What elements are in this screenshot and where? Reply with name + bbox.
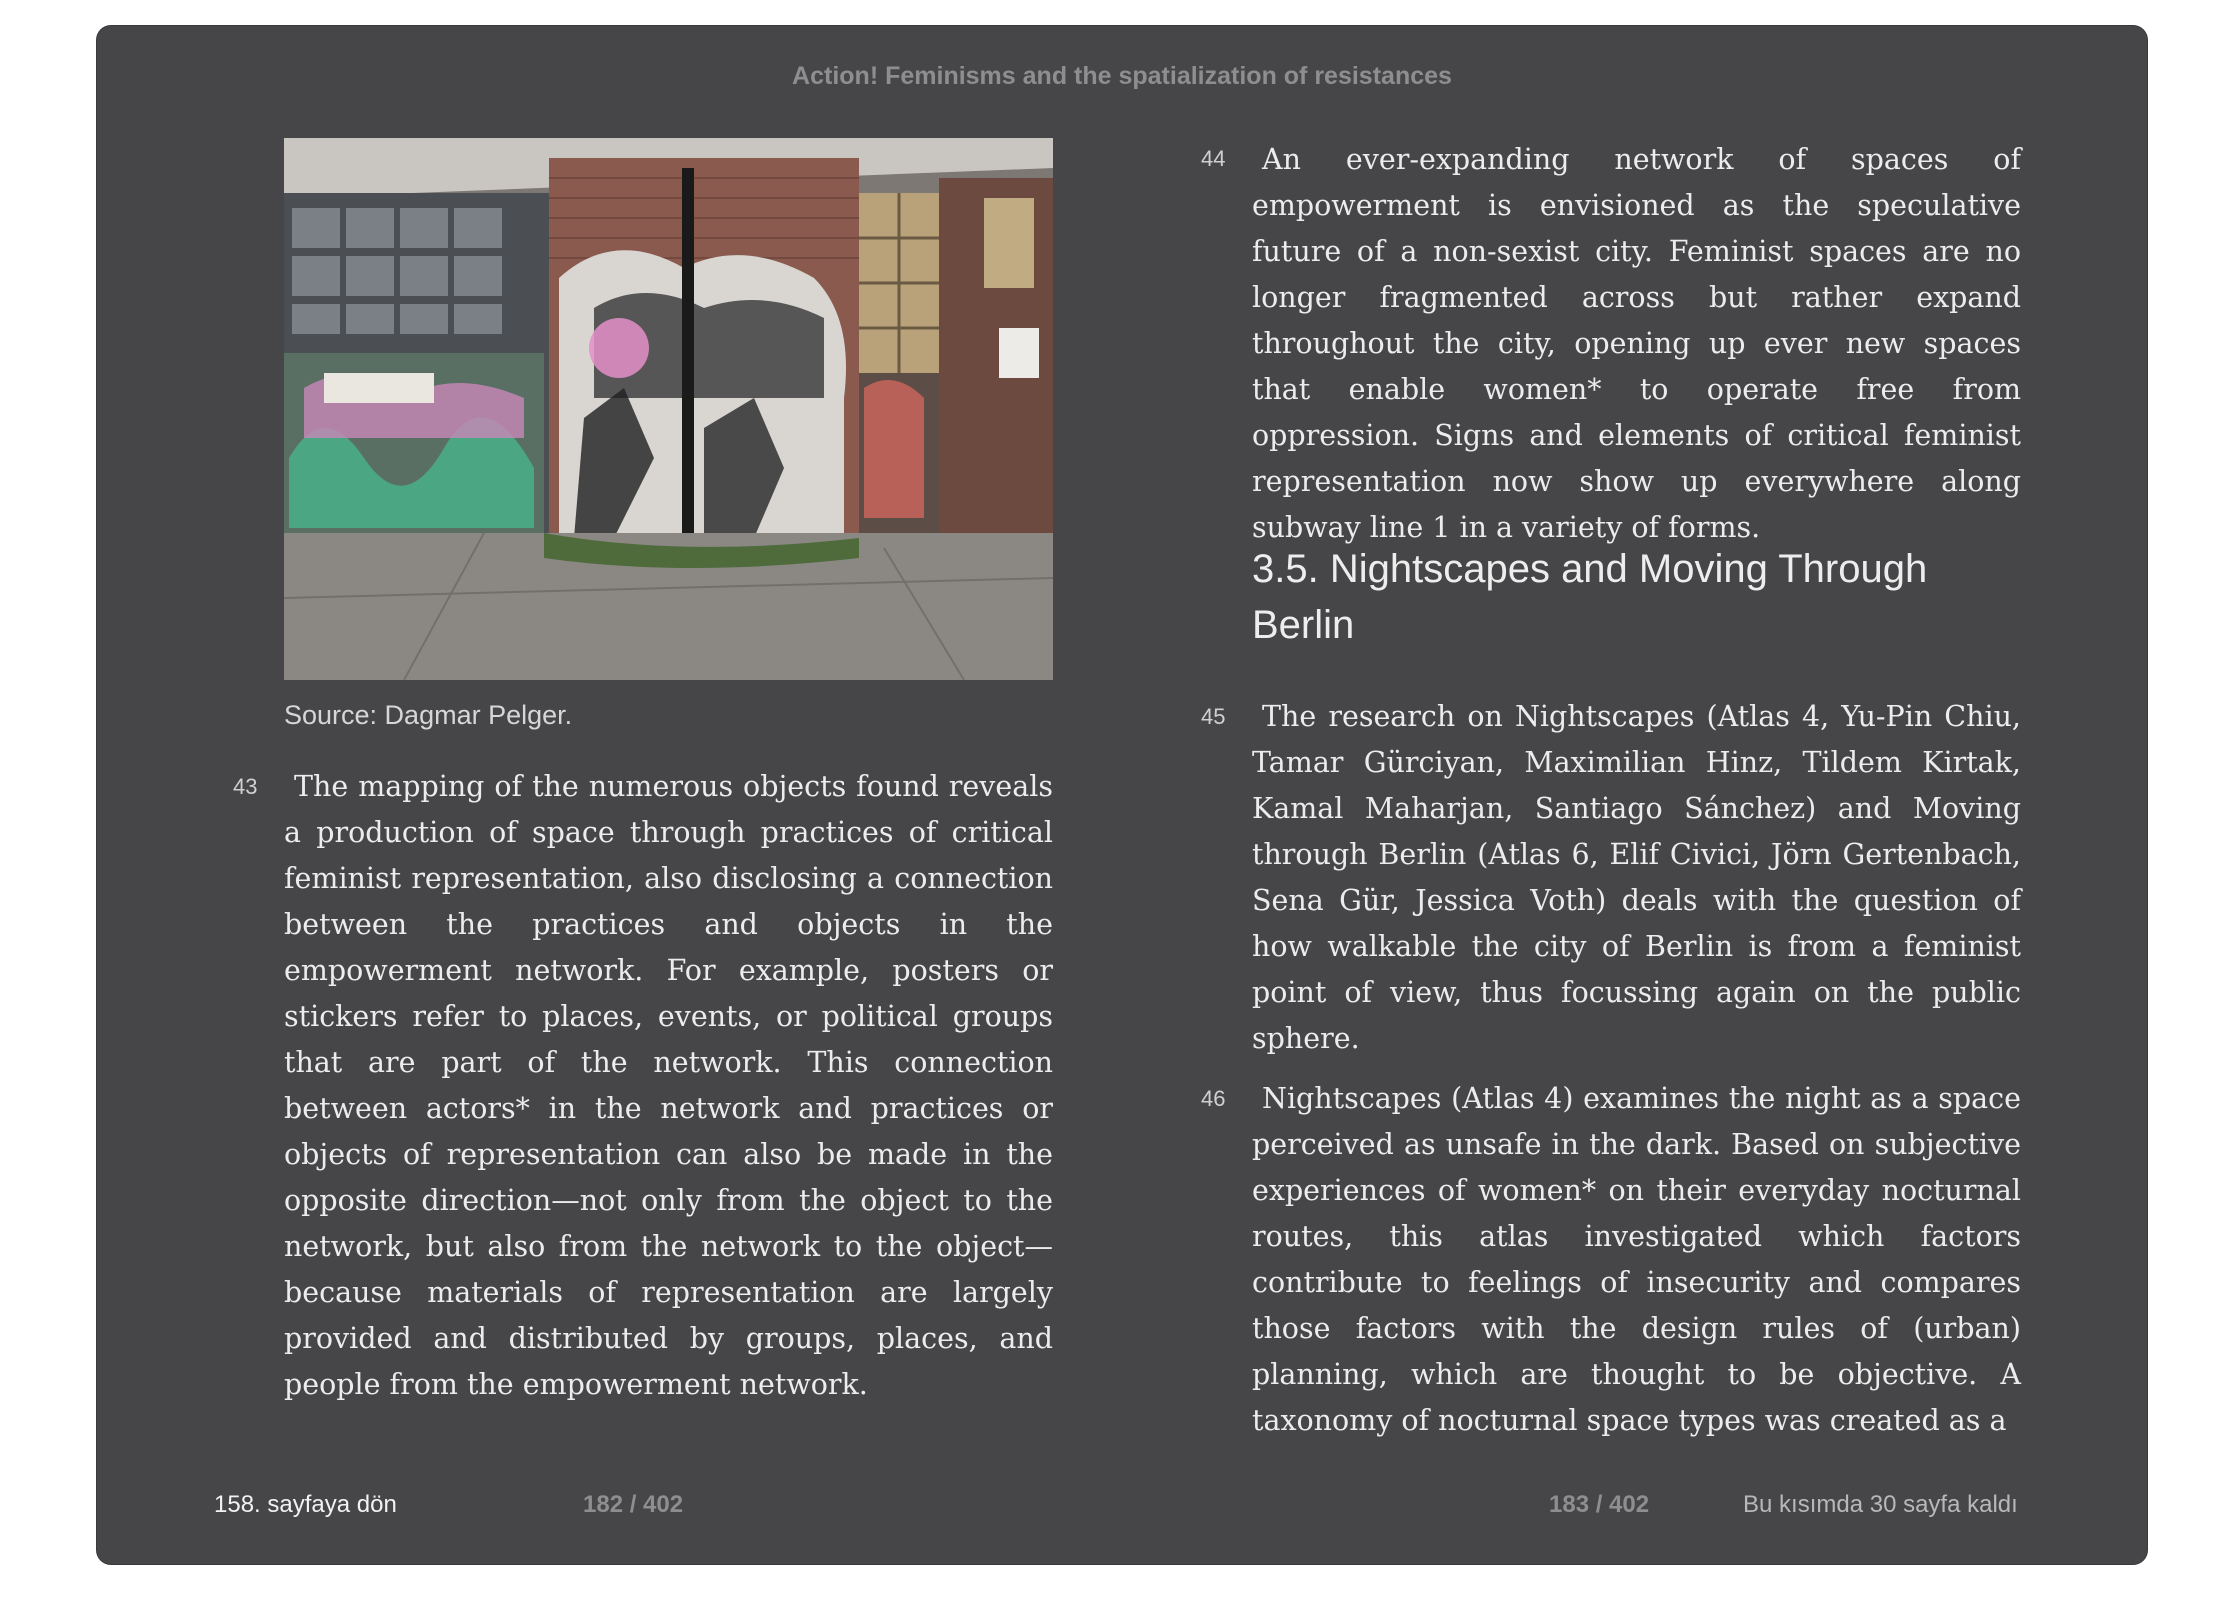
book-title: Action! Feminisms and the spatialization of resistances	[792, 62, 1452, 90]
paragraph-number: 45	[1201, 704, 1226, 729]
paragraph-number: 43	[233, 774, 258, 799]
paragraph: The research on Nightscapes (Atlas 4, Yu-Pin Chiu, Tamar Gürciyan, Maximilian Hinz, Tildem Kirtak, Kamal Maharjan, Santiago Sánchez) and Moving through Berlin (Atlas 6, Elif Civici, Jörn Gertenbach, Sena Gür, Jessica Voth) deals with the question of how walkable the city of Berlin is from a feminist point of view, thus focussing again on the public sphere.	[1252, 700, 2021, 1055]
left-page-number: 182 / 402	[583, 1491, 684, 1518]
graffiti-photo	[284, 138, 1053, 680]
paragraph-number: 44	[1201, 146, 1226, 171]
pages-remaining: Bu kısımda 30 sayfa kaldı	[1743, 1491, 2018, 1518]
right-page-number: 183 / 402	[1549, 1491, 1650, 1518]
reader-window	[97, 26, 2147, 1564]
section-heading: 3.5. Nightscapes and Moving Through Berlin	[1252, 547, 1928, 647]
paragraph-number: 46	[1201, 1086, 1226, 1111]
paragraph: An ever-expanding network of spaces of empowerment is envisioned as the speculative future of a non-sexist city. Feminist spaces are no longer fragmented across but rather expand throughout the city, opening up ever new spaces that enable women* to operate free from oppression. Signs and elements of critical feminist representation now show up everywhere along subway line 1 in a variety of forms.	[1252, 143, 2021, 544]
figure-caption: Source: Dagmar Pelger.	[284, 700, 573, 730]
paragraph: The mapping of the numerous objects found reveals a production of space through practices of critical feminist representation, also disclosing a connection between the practices and objects in the empowerment network. For example, posters or stickers refer to places, events, or political groups that are part of the network. This connection between actors* in the network and practices or objects of representation can also be made in the opposite direction—not only from the object to the network, but also from the network to the object—because materials of representation are largely provided and distributed by groups, places, and people from the empowerment network.	[284, 770, 1053, 1401]
back-to-page-link[interactable]: 158. sayfaya dön	[214, 1491, 397, 1518]
paragraph: Nightscapes (Atlas 4) examines the night as a space perceived as unsafe in the dark. Based on subjective experiences of women* on their everyday nocturnal routes, this atlas investigated which factors contribute to feelings of insecurity and compares those factors with the design rules of (urban) planning, which are thought to be objective. A taxonomy of nocturnal space types was created as a	[1252, 1082, 2021, 1437]
